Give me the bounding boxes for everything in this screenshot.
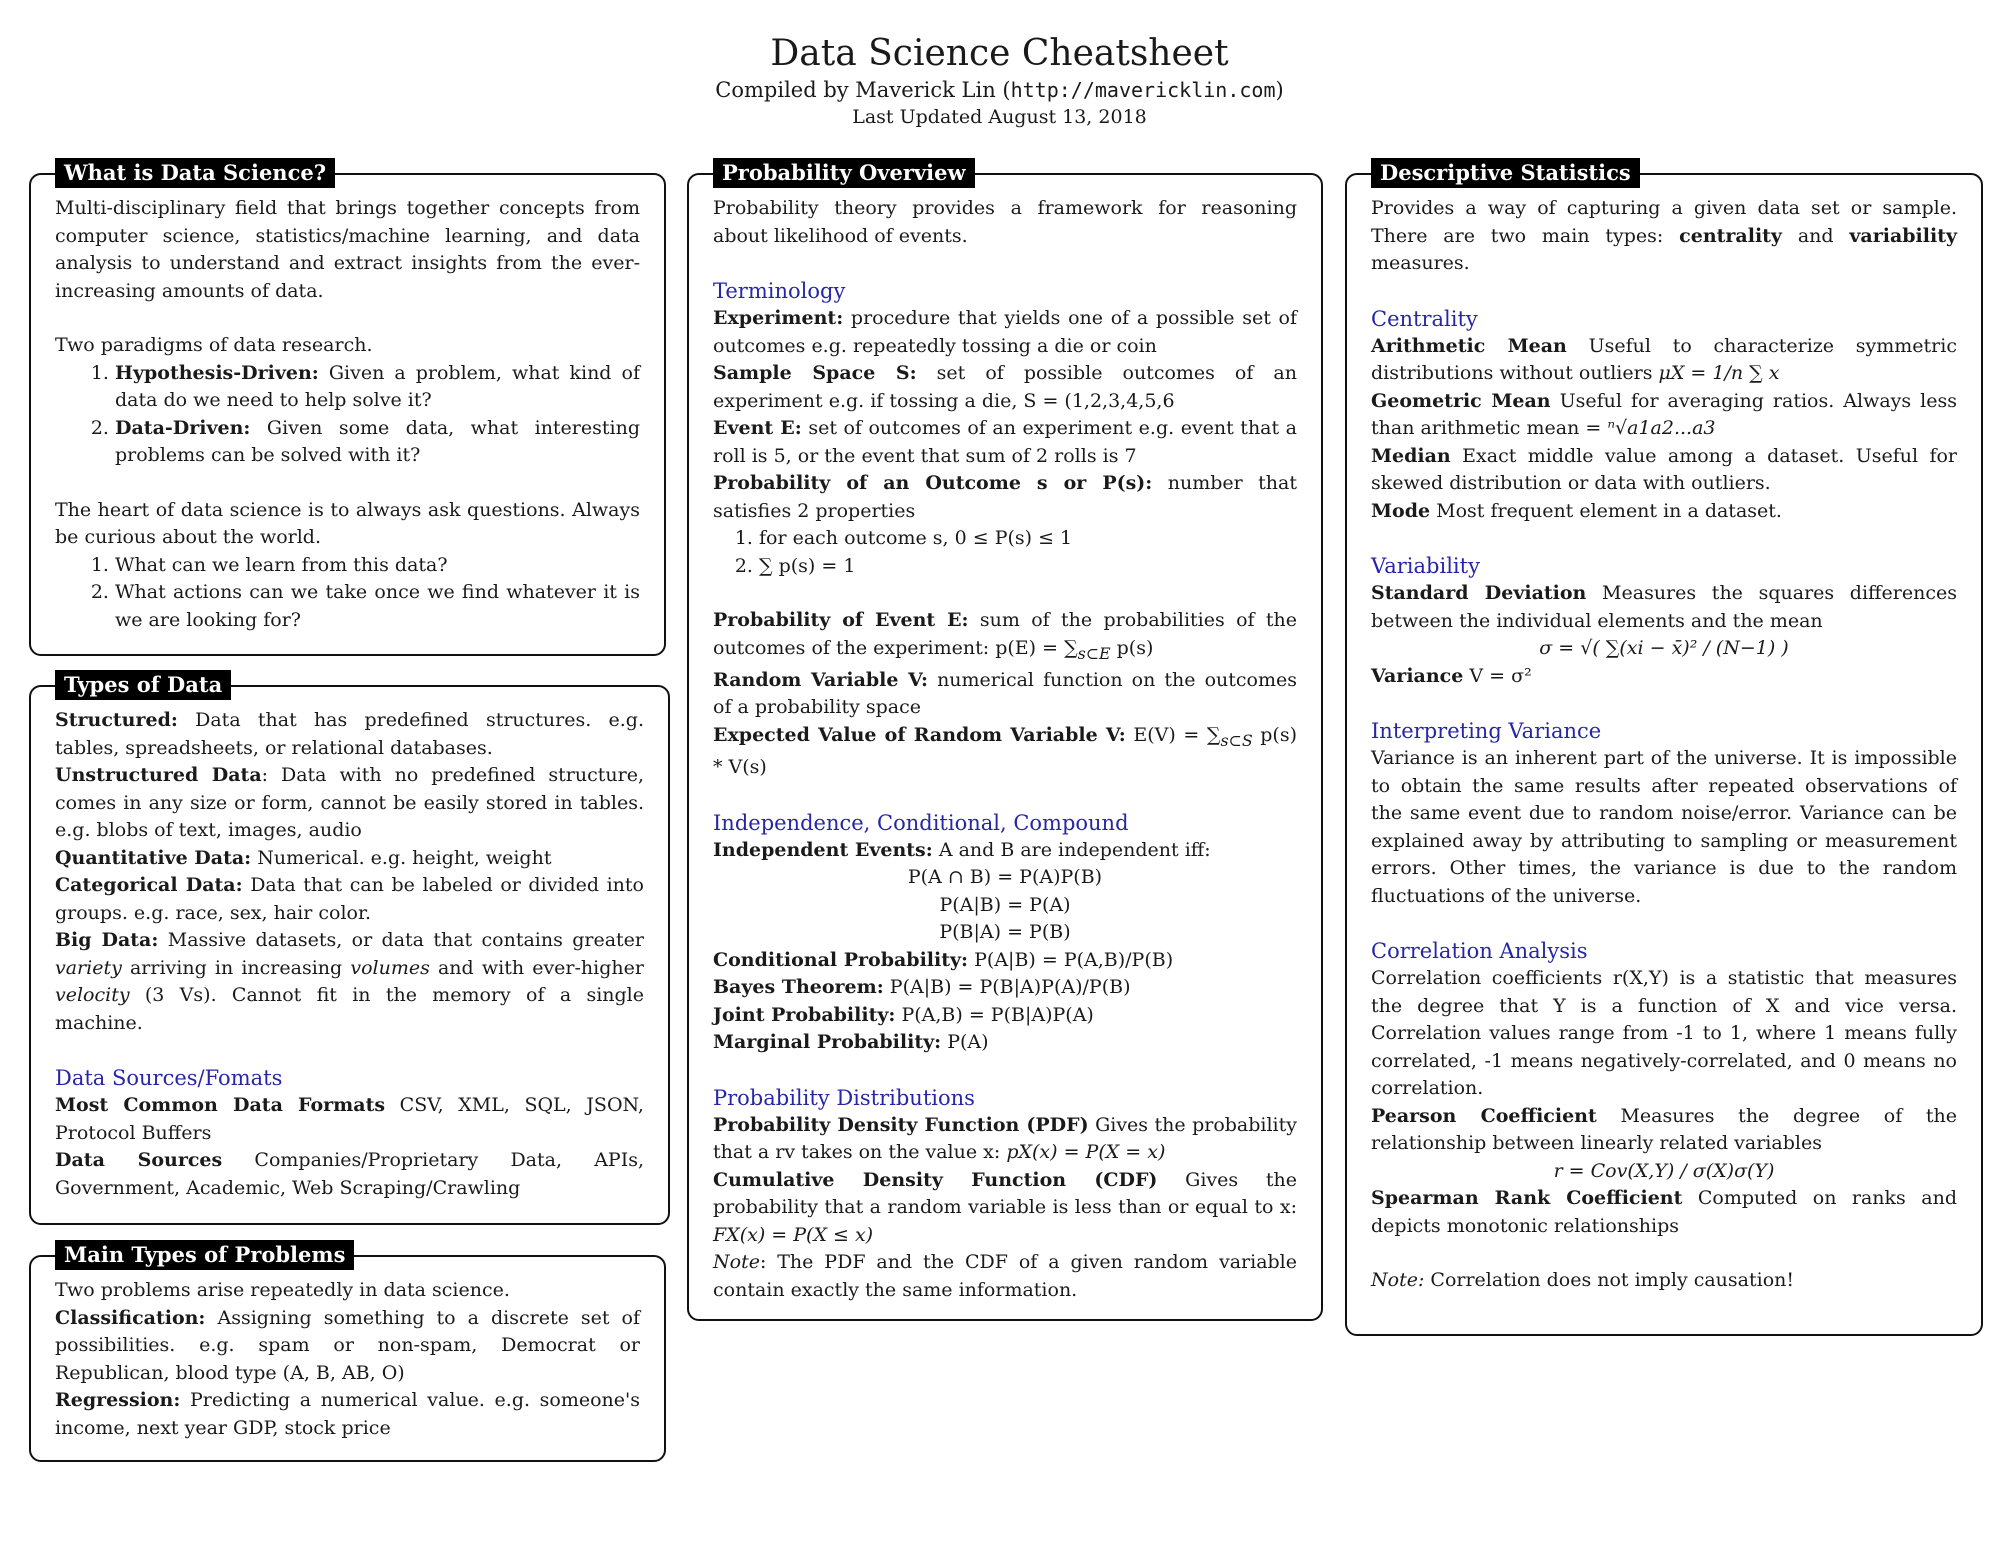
box-title: Main Types of Problems (55, 1240, 354, 1270)
box-title: Types of Data (55, 670, 231, 700)
text: and (1797, 224, 1834, 247)
definition-row (1371, 663, 1957, 691)
definition-row (713, 722, 1297, 782)
box-title: Probability Overview (713, 158, 975, 188)
definition-row (55, 872, 644, 927)
emphasis: variety (55, 956, 122, 979)
heart-text: The heart of data science is to always ask questions. Always be curious about the world. (55, 498, 640, 548)
intro-text: Probability theory provides a framework for reasoning about likelihood of events. (713, 197, 1297, 247)
definition-row (1371, 580, 1957, 635)
definition: V = σ² (1469, 664, 1532, 687)
definition: Assigning something to a discrete set of possibilities. e.g. spam or non-spam, Democrat or Republican, blood type (A, B, AB, O) (55, 1306, 640, 1384)
term: Categorical Data: (55, 874, 243, 896)
definition-row (713, 974, 1297, 1002)
definition: CSV, XML, SQL, JSON, Protocol Buffers (55, 1094, 644, 1144)
definition-row (713, 1112, 1297, 1167)
term: Pearson Coefficient (1371, 1104, 1597, 1127)
list-item: 2. ∑ p(s) = 1 (759, 553, 1297, 581)
probability-overview-box (687, 160, 1323, 1321)
note-text: : The PDF and the CDF of a given random variable contain exactly the same information. (713, 1251, 1297, 1301)
formula: pX(x) = P(X = x) (1006, 1141, 1166, 1164)
main-types-of-problems-box (29, 1242, 666, 1462)
definition-row (713, 415, 1297, 470)
term: Hypothesis-Driven: (115, 361, 319, 384)
questions-list (55, 552, 640, 635)
term: Random Variable V: (713, 668, 928, 691)
text: and with ever-higher (437, 956, 644, 979)
definition-row (713, 305, 1297, 360)
note (1371, 1267, 1957, 1295)
term: Regression: (55, 1389, 181, 1411)
definition-row (1371, 498, 1957, 526)
equation: P(A|B) = P(A) (939, 893, 1071, 916)
definition: P(A|B) = P(A,B)/P(B) (974, 948, 1174, 971)
term: Probability of Event E: (713, 609, 969, 631)
definition-row (713, 667, 1297, 722)
list-item: 2. What actions can we take once we find whatever it is we are looking for? (115, 579, 640, 634)
definition-row (55, 762, 644, 845)
definition: Computed on ranks and depicts monotonic relationships (1371, 1187, 1957, 1237)
term: Structured: (55, 709, 178, 731)
term: Probability of an Outcome s or P(s): (713, 472, 1153, 494)
definition: Companies/Proprietary Data, APIs, Government, Academic, Web Scraping/Crawling (55, 1149, 645, 1199)
intro-text: Two problems arise repeatedly in data science. (55, 1279, 510, 1301)
definition: : Data with no predefined structure, comes in any size or form, cannot be easily stored in tables. e.g. blobs of text, images, audio (55, 764, 644, 841)
text: measures. (1371, 252, 1470, 274)
term: Bayes Theorem: (713, 976, 884, 999)
list-item: 1. for each outcome s, 0 ≤ P(s) ≤ 1 (759, 525, 1297, 553)
what-is-data-science-box (29, 160, 666, 656)
paradigms-list (55, 360, 640, 470)
note-label: Note: (1371, 1269, 1425, 1291)
definition: P(A,B) = P(B|A)P(A) (901, 1003, 1094, 1026)
definition: numerical function on the outcomes of a probability space (713, 668, 1297, 719)
intro-text: Multi-disciplinary field that brings together concepts from computer science, statistics/machine learning, and data analysis to understand and extract insights from the ever-increasing amounts of data. (55, 197, 640, 302)
definition: Useful for averaging ratios. Always less than arithmetic mean = (1371, 389, 1957, 439)
definition: Given some data, what interesting problems can be solved with it? (115, 416, 640, 466)
text: Provides a way of capturing a given data set or sample. There are two main types: (1371, 197, 1957, 247)
section-heading: Data Sources/Fomats (55, 1066, 283, 1090)
page-header (0, 32, 1999, 130)
term: Conditional Probability: (713, 948, 969, 971)
term: Quantitative Data: (55, 846, 252, 869)
note-label: Note (713, 1251, 760, 1274)
definition-tail: p(s) (1110, 636, 1154, 659)
definition: P(A) (947, 1031, 989, 1054)
term: Classification: (55, 1306, 206, 1329)
properties-list (713, 525, 1297, 580)
definition: A and B are independent iff: (938, 838, 1211, 861)
last-updated: Last Updated August 13, 2018 (852, 106, 1147, 128)
types-of-data-box (29, 672, 670, 1225)
term: Geometric Mean (1371, 389, 1551, 412)
term: Experiment: (713, 307, 844, 329)
definition-row (55, 1092, 644, 1147)
note-text: Correlation does not imply causation! (1430, 1269, 1795, 1291)
term: Marginal Probability: (713, 1031, 942, 1054)
term: Expected Value of Random Variable V: (713, 723, 1126, 746)
definition: E(V) = ∑ (1133, 723, 1221, 746)
formula: μX = 1/n ∑ x (1658, 362, 1780, 384)
list-item (115, 415, 640, 470)
definition-row (1371, 443, 1957, 498)
definition-row (55, 1147, 644, 1202)
definition: Gives the probability that a rv takes on the value x: (713, 1113, 1298, 1164)
term: Cumulative Density Function (CDF) (713, 1168, 1158, 1191)
term: Probability Density Function (PDF) (713, 1113, 1089, 1136)
definition: Data that has predefined structures. e.g. tables, spreadsheets, or relational databases. (55, 709, 644, 759)
section-heading: Probability Distributions (713, 1085, 975, 1110)
intro-text (1371, 195, 1957, 278)
definition-row (713, 1167, 1297, 1250)
definition: Measures the degree of the relationship between linearly related variables (1371, 1104, 1957, 1154)
definition-row (1371, 1103, 1957, 1158)
equation: P(B|A) = P(B) (939, 921, 1071, 944)
definition-row (713, 837, 1297, 865)
term: Data-Driven: (115, 416, 251, 439)
interpreting-text: Variance is an inherent part of the universe. It is impossible to obtain the same results after repeated observations of the same event due to random noise/error. Variance can be explained away by attributing to sampling or measurement errors. Other times, the variance is due to the random fluctuations of the universe. (1371, 747, 1957, 907)
definition: Given a problem, what kind of data do we need to help solve it? (115, 361, 640, 411)
emphasis: centrality (1679, 224, 1782, 247)
compiled-by (0, 76, 1999, 104)
definition: sum of the probabilities of the outcomes of the experiment: p(E) = ∑ (713, 609, 1297, 659)
term: Data Sources (55, 1149, 223, 1171)
definition: Predicting a numerical value. e.g. someone's income, next year GDP, stock price (55, 1389, 641, 1439)
definition: P(A|B) = P(B|A)P(A)/P(B) (889, 976, 1131, 999)
note (713, 1249, 1297, 1304)
term: Median (1371, 444, 1451, 467)
section-heading: Centrality (1371, 306, 1478, 331)
definition: number that satisfies 2 properties (713, 472, 1297, 522)
definition-row (713, 470, 1297, 525)
subscript: s⊂E (1077, 643, 1111, 663)
correlation-text: Correlation coefficients r(X,Y) is a statistic that measures the degree that Y is a function of X and vice versa. Correlation values range from -1 to 1, where 1 means fully correlated, -1 means negatively-correlated, and 0 means no correlation. (1371, 967, 1957, 1099)
emphasis: variability (1849, 224, 1958, 247)
definition: Data that can be labeled or divided into groups. e.g. race, sex, hair color. (55, 874, 644, 924)
section-heading: Independence, Conditional, Compound (713, 810, 1129, 835)
definition-row (55, 1305, 640, 1388)
definition-row (713, 947, 1297, 975)
definition-row (713, 607, 1297, 667)
term: Big Data: (55, 929, 159, 951)
author-url[interactable]: http://mavericklin.com (1010, 78, 1276, 102)
term: Spearman Rank Coefficient (1371, 1187, 1683, 1209)
definition: procedure that yields one of a possible set of outcomes e.g. repeatedly tossing a die or coin (713, 307, 1297, 357)
term: Arithmetic Mean (1371, 334, 1567, 357)
definition-tail: p(s) * V(s) (713, 723, 1298, 779)
definition-row (55, 1387, 640, 1442)
big-data-row (55, 927, 644, 1037)
emphasis: volumes (350, 956, 430, 979)
definition: Most frequent element in a dataset. (1436, 499, 1782, 522)
definition-row (55, 845, 644, 873)
section-heading: Variability (1371, 554, 1480, 578)
compiled-suffix: ) (1275, 78, 1284, 102)
std-formula: σ = √( ∑(xi − x̄)² / (N−1) ) (1539, 637, 1789, 659)
descriptive-statistics-box (1345, 160, 1983, 1336)
definition-row (55, 707, 644, 762)
term: Standard Deviation (1371, 582, 1587, 604)
definition: Numerical. e.g. height, weight (257, 846, 552, 869)
definition-row (713, 360, 1297, 415)
term: Event E: (713, 417, 802, 439)
definition: Useful to characterize symmetric distributions without outliers (1371, 334, 1957, 384)
emphasis: velocity (55, 984, 130, 1006)
definition: set of possible outcomes of an experiment e.g. if tossing a die, S = (1,2,3,4,5,6 (713, 362, 1297, 412)
section-heading: Correlation Analysis (1371, 939, 1588, 963)
definition: Exact middle value among a dataset. Useful for skewed distribution or data with outliers. (1371, 444, 1957, 494)
definition-row (1371, 1185, 1957, 1240)
pearson-formula: r = Cov(X,Y) / σ(X)σ(Y) (1553, 1159, 1775, 1182)
paradigms-intro: Two paradigms of data research. (55, 334, 373, 356)
term: Variance (1371, 664, 1464, 687)
formula: FX(x) = P(X ≤ x) (713, 1223, 874, 1246)
term: Mode (1371, 499, 1431, 522)
text: arriving in increasing (129, 956, 343, 979)
compiled-prefix: Compiled by Maverick Lin ( (715, 78, 1011, 102)
box-title: Descriptive Statistics (1371, 158, 1640, 188)
list-item: 1. What can we learn from this data? (115, 552, 640, 580)
definition: Gives the probability that a random variable is less than or equal to x: (713, 1168, 1297, 1219)
section-heading: Interpreting Variance (1371, 719, 1602, 743)
term: Unstructured Data (55, 764, 262, 786)
term: Sample Space S: (713, 362, 917, 384)
definition-row (713, 1002, 1297, 1030)
page-title: Data Science Cheatsheet (770, 33, 1229, 74)
term: Independent Events: (713, 838, 933, 861)
text: Massive datasets, or data that contains greater (167, 929, 644, 951)
text: (3 Vs). Cannot fit in the memory of a single machine. (55, 984, 644, 1034)
term: Most Common Data Formats (55, 1094, 386, 1116)
section-heading: Terminology (713, 279, 846, 303)
box-title: What is Data Science? (55, 158, 335, 188)
definition-row (713, 1029, 1297, 1057)
definition: set of outcomes of an experiment e.g. event that a roll is 5, or the event that sum of 2 rolls is 7 (713, 417, 1297, 467)
term: Joint Probability: (713, 1003, 896, 1026)
equation: P(A ∩ B) = P(A)P(B) (907, 866, 1103, 889)
definition-row (1371, 333, 1957, 388)
list-item (115, 360, 640, 415)
subscript: s⊂S (1220, 730, 1253, 750)
definition: Measures the squares differences between the individual elements and the mean (1371, 582, 1957, 632)
formula: ⁿ√a1a2...a3 (1607, 417, 1716, 439)
definition-row (1371, 388, 1957, 443)
